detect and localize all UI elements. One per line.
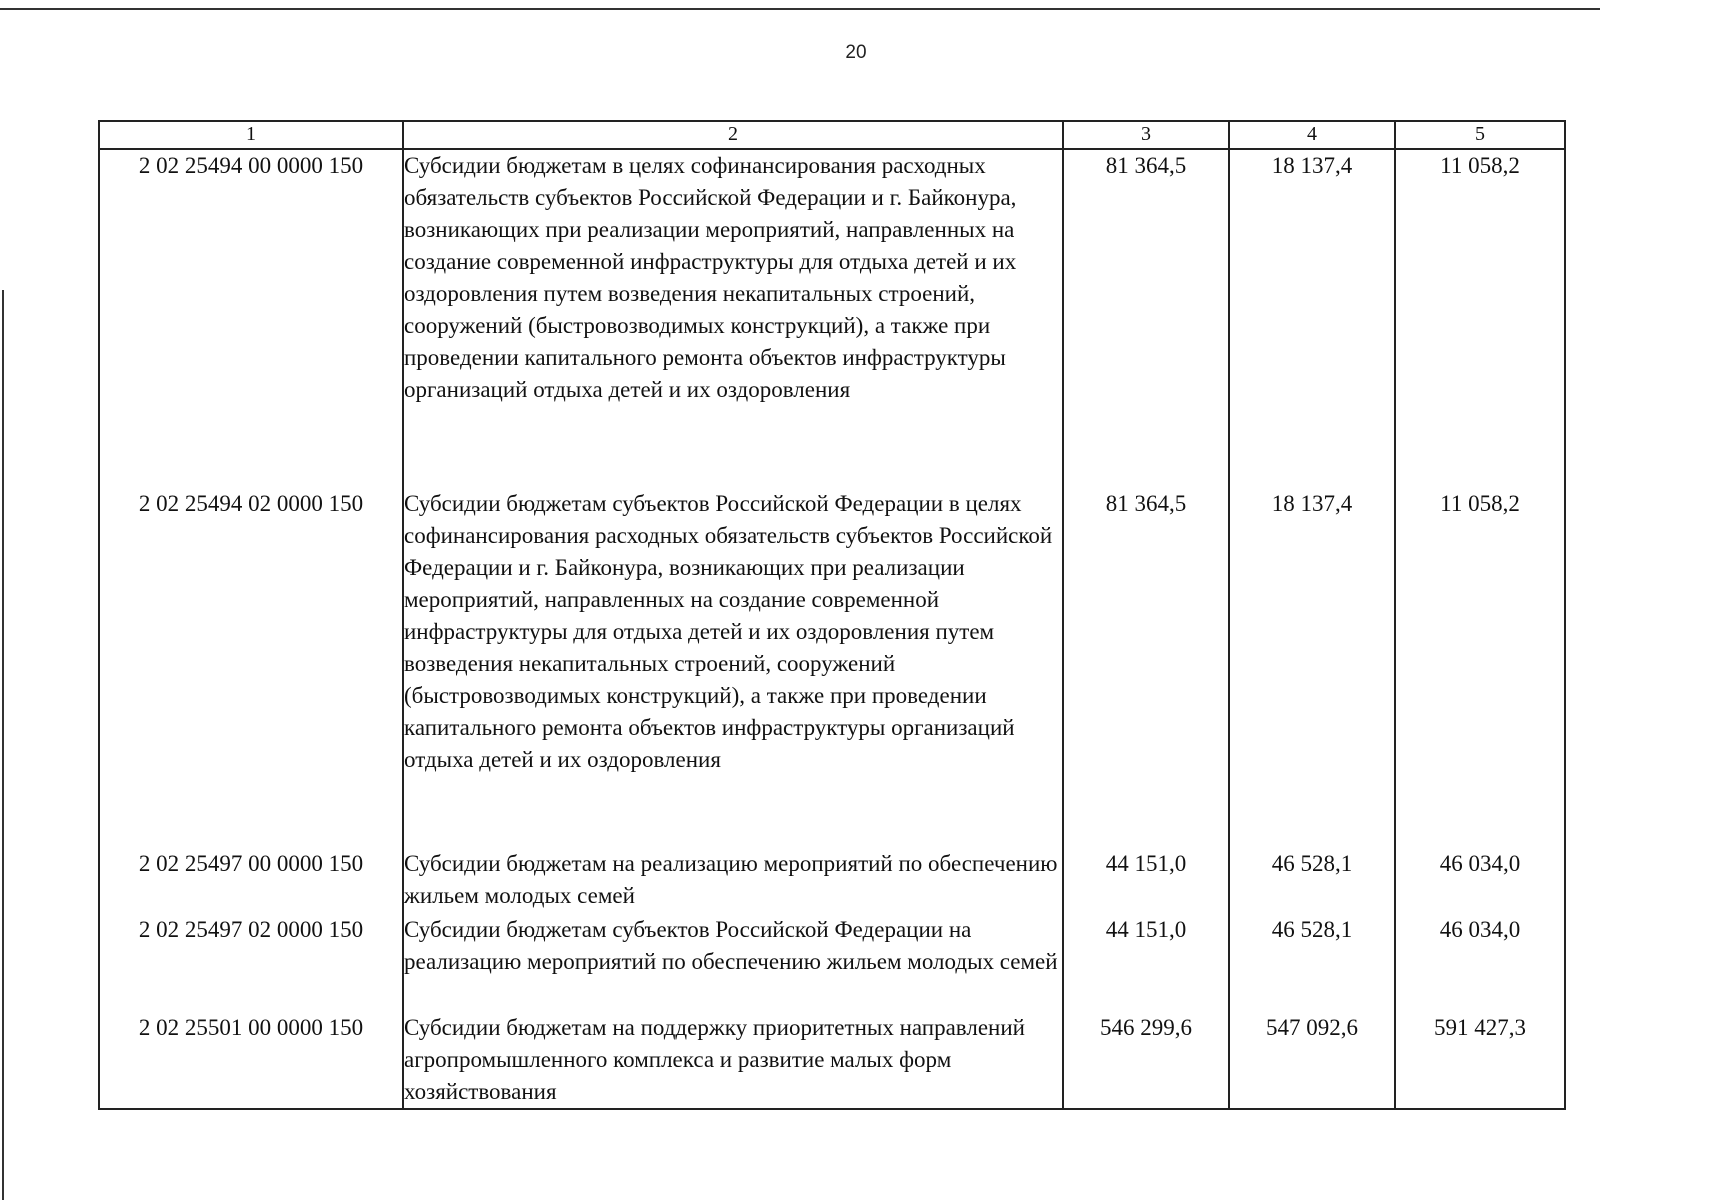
amount-col4-cell: 46 528,1 — [1229, 914, 1395, 1012]
amount-col5-cell: 11 058,2 — [1395, 488, 1565, 848]
description-cell: Субсидии бюджетам на реализацию мероприятий по обеспечению жильем молодых семей — [403, 848, 1063, 914]
amount-col5-cell: 46 034,0 — [1395, 914, 1565, 1012]
table-header-row — [99, 121, 1565, 149]
budget-code-cell: 2 02 25494 02 0000 150 — [99, 488, 403, 848]
column-header-5: 5 — [1395, 121, 1565, 149]
table-row — [99, 149, 1565, 488]
table-row — [99, 914, 1565, 1012]
amount-col4-cell: 18 137,4 — [1229, 149, 1395, 488]
amount-col4-cell: 18 137,4 — [1229, 488, 1395, 848]
amount-col3-cell: 44 151,0 — [1063, 914, 1229, 1012]
table-row — [99, 848, 1565, 914]
column-header-2: 2 — [403, 121, 1063, 149]
description-cell: Субсидии бюджетам на поддержку приоритетных направлений агропромышленного комплекса и развитие малых форм хозяйствования — [403, 1012, 1063, 1109]
description-cell: Субсидии бюджетам субъектов Российской Федерации на реализацию мероприятий по обеспечению жильем молодых семей — [403, 914, 1063, 1012]
amount-col4-cell: 547 092,6 — [1229, 1012, 1395, 1109]
budget-code-cell: 2 02 25497 00 0000 150 — [99, 848, 403, 914]
amount-col5-cell: 591 427,3 — [1395, 1012, 1565, 1109]
scan-border-top — [0, 8, 1600, 10]
amount-col5-cell: 46 034,0 — [1395, 848, 1565, 914]
description-cell: Субсидии бюджетам субъектов Российской Федерации в целях софинансирования расходных обязательств субъектов Российской Федерации и г. Байконура, возникающих при реализации мероприятий, направленных на создание современной инфраструктуры для отдыха детей и их оздоровления путем возведения некапитальных строений, сооружений (быстровозводимых конструкций), а также при проведении капитального ремонта объектов инфраструктуры организаций отдыха детей и их оздоровления — [403, 488, 1063, 848]
budget-table-container — [98, 120, 1564, 1110]
amount-col3-cell: 546 299,6 — [1063, 1012, 1229, 1109]
table-row — [99, 488, 1565, 848]
column-header-1: 1 — [99, 121, 403, 149]
budget-code-cell: 2 02 25497 02 0000 150 — [99, 914, 403, 1012]
amount-col3-cell: 81 364,5 — [1063, 149, 1229, 488]
amount-col3-cell: 44 151,0 — [1063, 848, 1229, 914]
amount-col5-cell: 11 058,2 — [1395, 149, 1565, 488]
page-number: 20 — [845, 42, 867, 63]
table-row — [99, 1012, 1565, 1109]
budget-table — [98, 120, 1566, 1110]
amount-col4-cell: 46 528,1 — [1229, 848, 1395, 914]
amount-col3-cell: 81 364,5 — [1063, 488, 1229, 848]
column-header-3: 3 — [1063, 121, 1229, 149]
description-cell: Субсидии бюджетам в целях софинансирования расходных обязательств субъектов Российской Федерации и г. Байконура, возникающих при реализации мероприятий, направленных на создание современной инфраструктуры для отдыха детей и их оздоровления путем возведения некапитальных строений, сооружений (быстровозводимых конструкций), а также при проведении капитального ремонта объектов инфраструктуры организаций отдыха детей и их оздоровления — [403, 149, 1063, 488]
budget-code-cell: 2 02 25501 00 0000 150 — [99, 1012, 403, 1109]
budget-code-cell: 2 02 25494 00 0000 150 — [99, 149, 403, 488]
column-header-4: 4 — [1229, 121, 1395, 149]
scan-border-left — [2, 290, 4, 1200]
